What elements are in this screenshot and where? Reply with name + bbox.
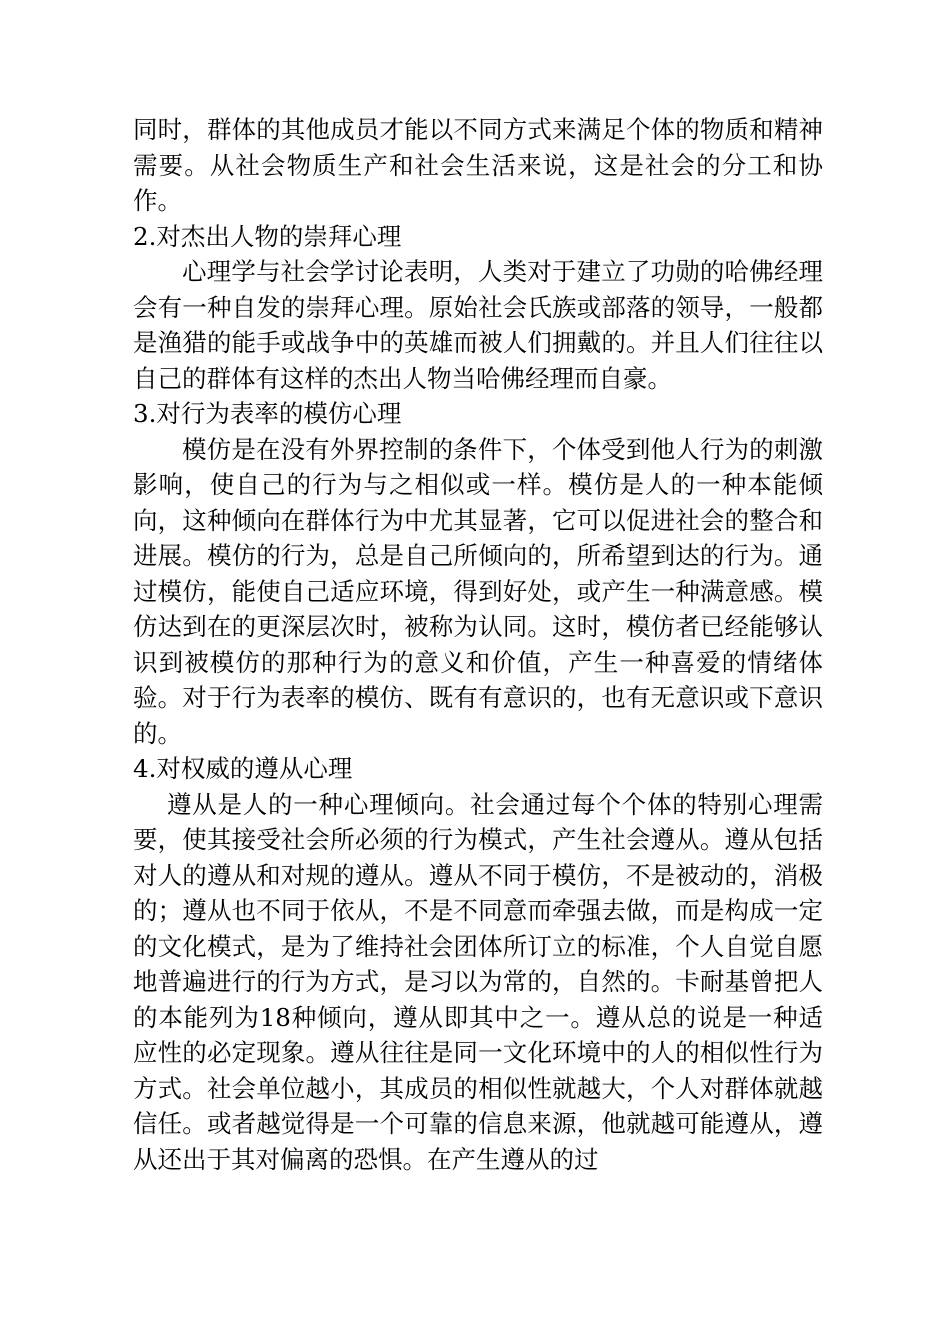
section-heading: 3.对行为表率的模仿心理 — [133, 399, 402, 428]
body-paragraph: 遵从是人的一种心理倾向。社会通过每个个体的特别心理需要，使其接受社会所必须的行为模式，产生社会遵从。遵从包括对人的遵从和对规的遵从。遵从不同于模仿，不是被动的，消极的；遵从也不同于依从，不是不同意而牵强去做，而是构成一定的文化模式，是为了维持社会团体所订立的标准，个人自觉自愿地普遍进行的行为方式，是习以为常的，自然的。卡耐基曾把人的本能列为18种倾向，遵从即其中之一。遵从总的说是一种适应性的必定现象。遵从往往是同一文化环境中的人的相似性行为方式。社会单位越小，其成员的相似性就越大，个人对群体就越信任。或者越觉得是一个可靠的信息来源，他就越可能遵从，遵从还出于其对偏离的恐惧。在产生遵从的过 — [133, 789, 823, 1174]
body-paragraph: 模仿是在没有外界控制的条件下，个体受到他人行为的刺激影响，使自己的行为与之相似或一样。模仿是人的一种本能倾向，这种倾向在群体行为中尤其显著，它可以促进社会的整合和进展。模仿的行为，总是自己所倾向的，所希望到达的行为。通过模仿，能使自己适应环境，得到好处，或产生一种满意感。模仿达到在的更深层次时，被称为认同。这时，模仿者已经能够认识到被模仿的那种行为的意义和价值，产生一种喜爱的情绪体验。对于行为表率的模仿、既有有意识的，也有无意识或下意识的。 — [133, 434, 823, 748]
section-heading: 4.对权威的遵从心理 — [133, 754, 353, 783]
body-paragraph: 同时，群体的其他成员才能以不同方式来满足个体的物质和精神需要。从社会物质生产和社会生活来说，这是社会的分工和协作。 — [133, 115, 823, 215]
section-heading: 2.对杰出人物的崇拜心理 — [133, 221, 402, 251]
body-paragraph: 心理学与社会学讨论表明，人类对于建立了功勋的哈佛经理会有一种自发的崇拜心理。原始社会氏族或部落的领导，一般都是渔猎的能手或战争中的英雄而被人们拥戴的。并且人们往往以自己的群体有这样的杰出人物当哈佛经理而自豪。 — [133, 257, 823, 393]
document-body — [133, 112, 823, 1177]
